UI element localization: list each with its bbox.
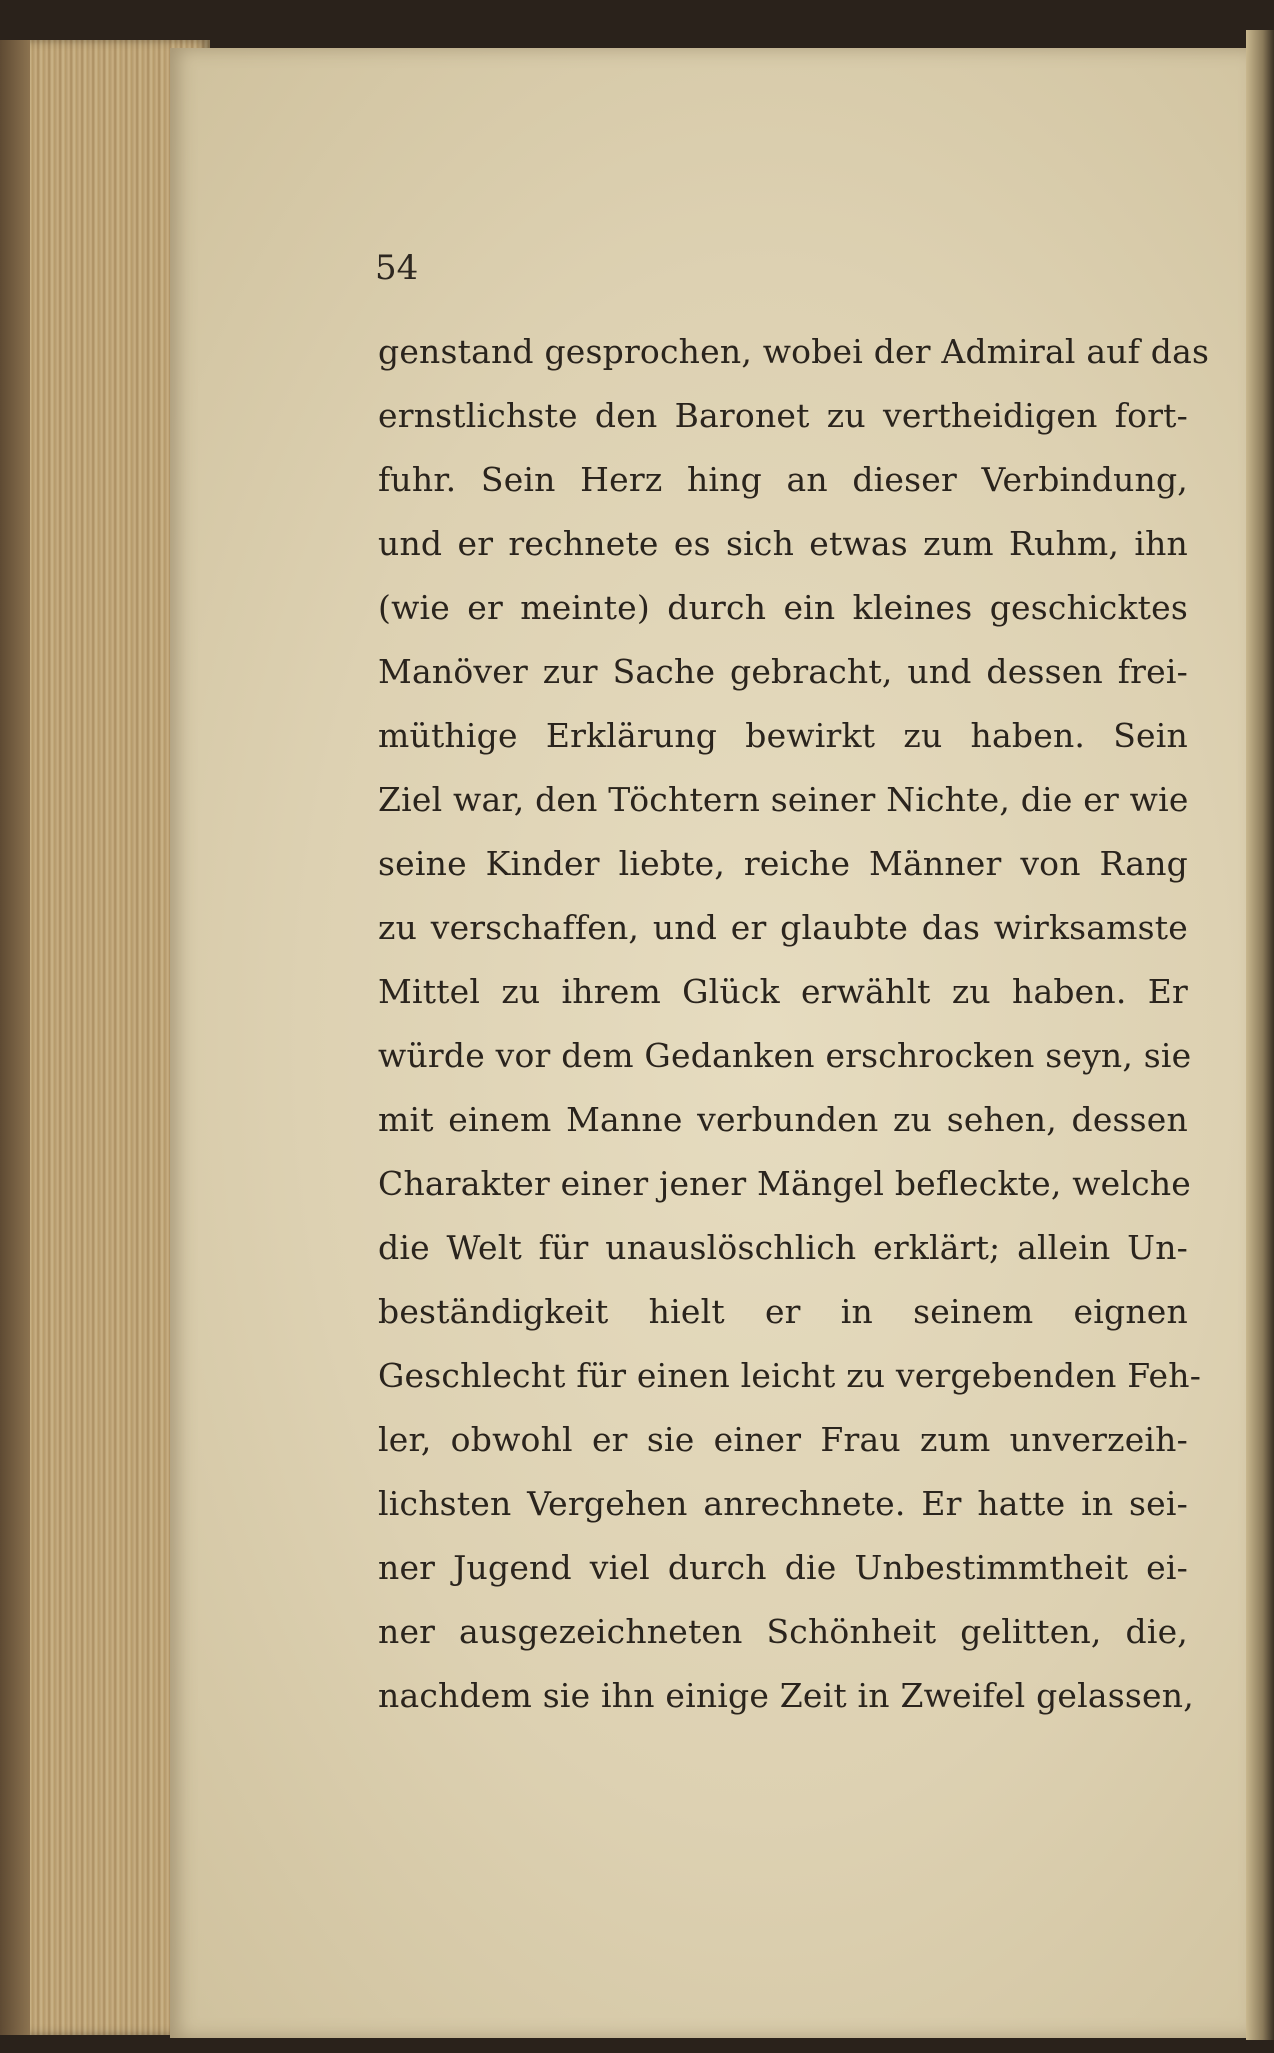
book-spine-shadow [0, 40, 30, 2035]
text-line: beständigkeit hielt er in seinem eignen [378, 1292, 1188, 1331]
text-line: Mittel zu ihrem Glück erwählt zu haben. Er [378, 972, 1188, 1011]
text-line: ner ausgezeichneten Schönheit gelitten, die, [378, 1612, 1188, 1651]
text-line: ner Jugend viel durch die Unbestimmtheit ei- [378, 1548, 1188, 1587]
text-line: zu verschaffen, und er glaubte das wirksamste [378, 908, 1188, 947]
page-right-edge [1246, 30, 1274, 2040]
text-line: genstand gesprochen, wobei der Admiral auf das [378, 332, 1210, 371]
text-line: Charakter einer jener Mängel befleckte, welche [378, 1164, 1192, 1203]
text-line: lichsten Vergehen anrechnete. Er hatte in sei- [378, 1484, 1188, 1523]
page-body-text [378, 320, 1210, 1728]
text-line: seine Kinder liebte, reiche Männer von Rang [378, 844, 1188, 883]
page-number: 54 [375, 248, 419, 288]
text-line: Geschlecht für einen leicht zu vergebenden Feh- [378, 1356, 1202, 1395]
text-line: Manöver zur Sache gebracht, und dessen frei- [378, 652, 1188, 691]
text-line: die Welt für unauslöschlich erklärt; allein Un- [378, 1228, 1188, 1267]
text-line: (wie er meinte) durch ein kleines geschicktes [378, 588, 1188, 627]
text-line: müthige Erklärung bewirkt zu haben. Sein [378, 716, 1188, 755]
text-line: mit einem Manne verbunden zu sehen, dessen [378, 1100, 1188, 1139]
text-line: nachdem sie ihn einige Zeit in Zweifel gelassen, [378, 1676, 1194, 1715]
text-line: würde vor dem Gedanken erschrocken seyn, sie [378, 1036, 1192, 1075]
text-line: fuhr. Sein Herz hing an dieser Verbindung, [378, 460, 1188, 499]
text-line: ler, obwohl er sie einer Frau zum unverzeih- [378, 1420, 1188, 1459]
text-line: ernstlichste den Baronet zu vertheidigen fort- [378, 396, 1188, 435]
text-line: und er rechnete es sich etwas zum Ruhm, ihn [378, 524, 1188, 563]
text-line: Ziel war, den Töchtern seiner Nichte, die er wie [378, 780, 1189, 819]
